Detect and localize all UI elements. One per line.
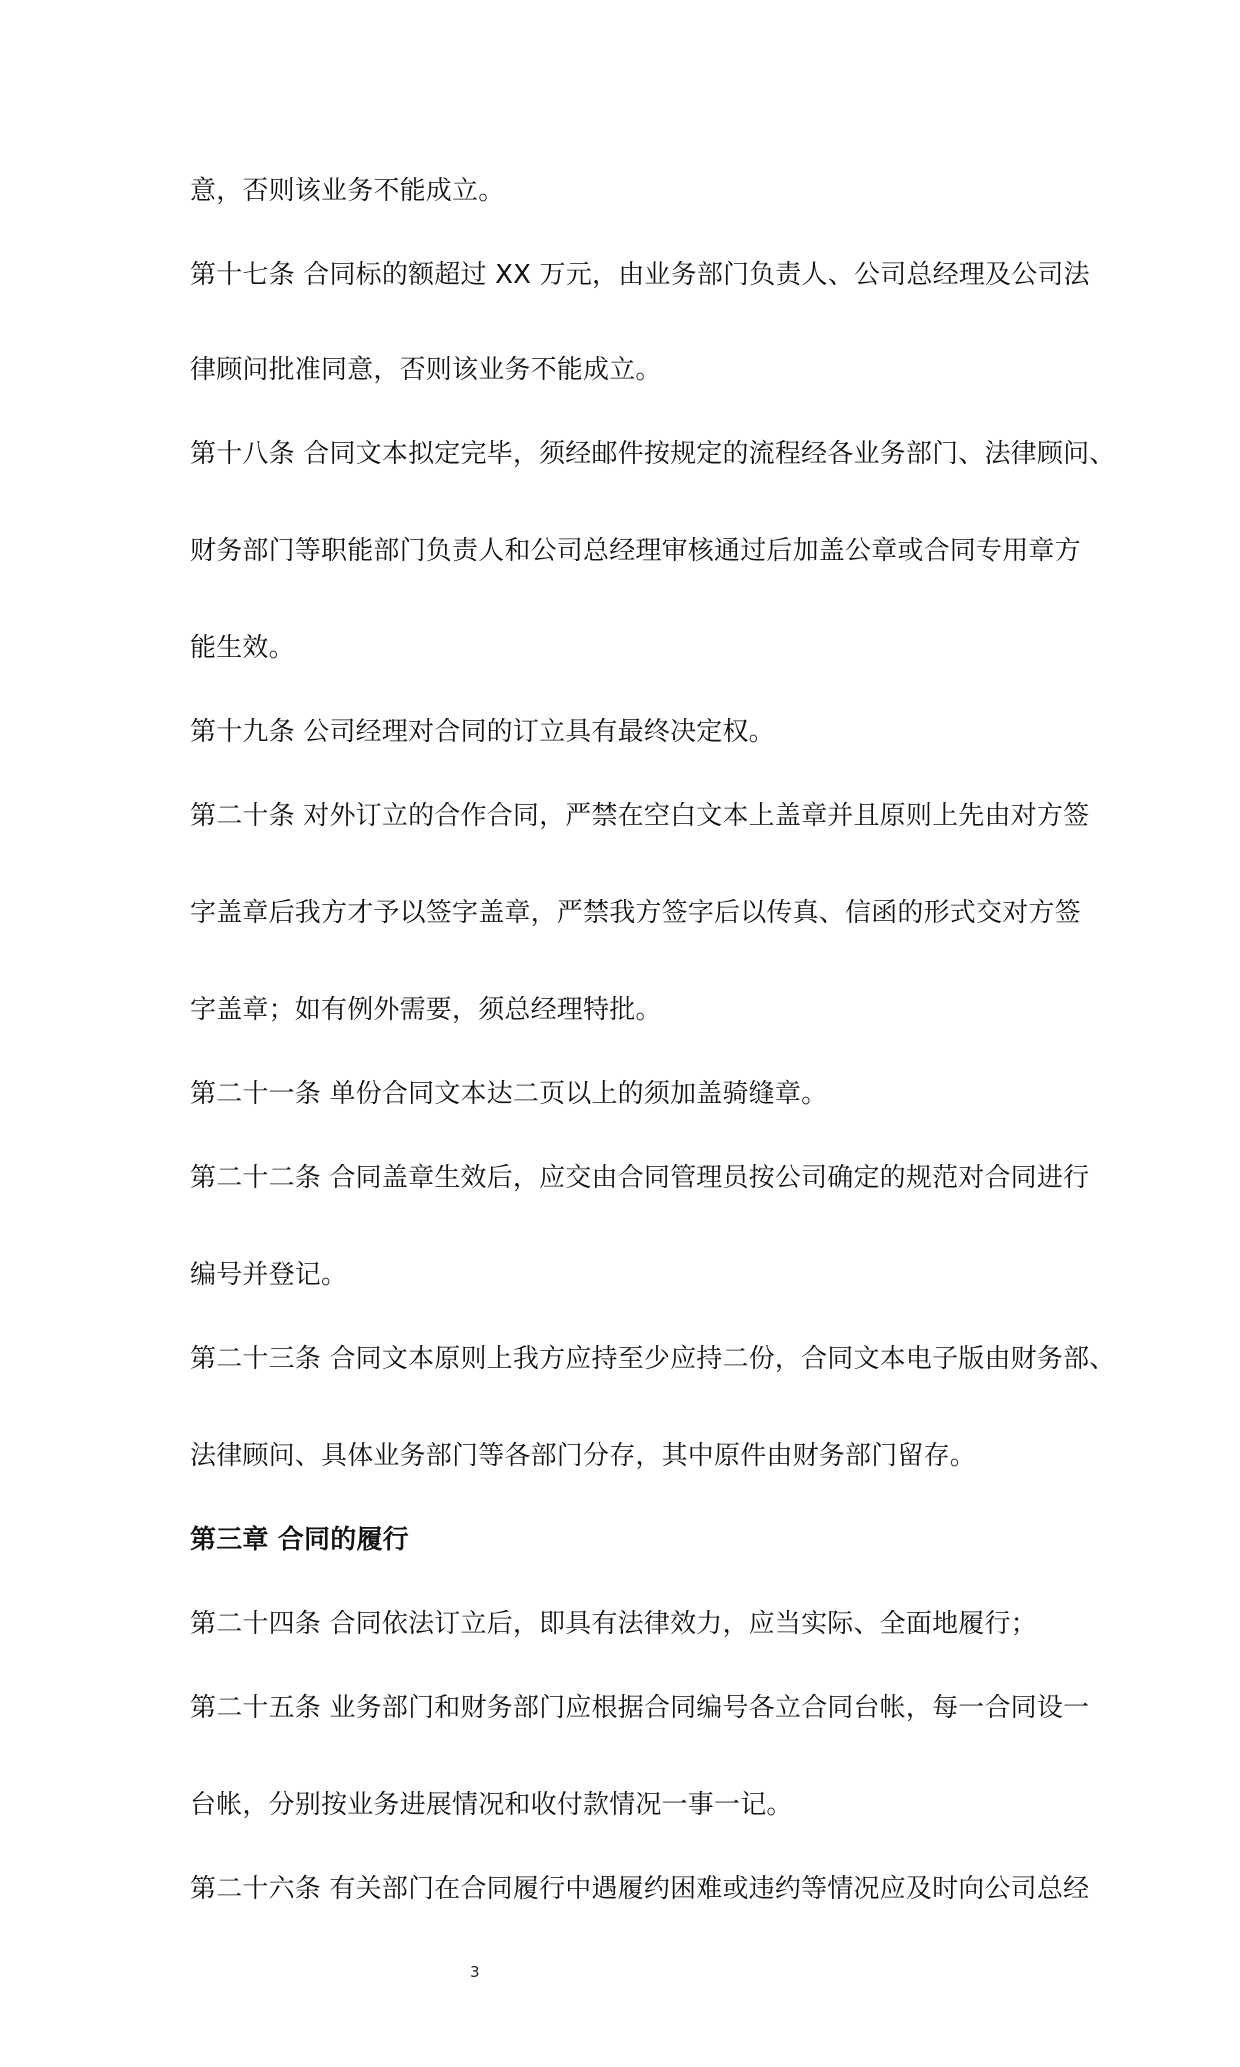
page-number: 3 (470, 1963, 480, 1981)
chapter-3-heading: 第三章 合同的履行 (190, 1525, 409, 1555)
article-24-line-1: 第二十四条 合同依法订立后，即具有法律效力，应当实际、全面地履行； (190, 1609, 1037, 1639)
article-25-line-1: 第二十五条 业务部门和财务部门应根据合同编号各立合同台帐，每一合同设一 (190, 1693, 1090, 1723)
article-22-line-2: 编号并登记。 (190, 1260, 348, 1290)
article-26-line-1: 第二十六条 有关部门在合同履行中遇履约困难或违约等情况应及时向公司总经 (190, 1874, 1090, 1904)
article-18-line-2: 财务部门等职能部门负责人和公司总经理审核通过后加盖公章或合同专用章方 (190, 536, 1081, 566)
article-18-line-3: 能生效。 (190, 633, 295, 663)
article-20-line-2: 字盖章后我方才予以签字盖章，严禁我方签字后以传真、信函的形式交对方签 (190, 898, 1081, 928)
article-17-line-2: 律顾问批准同意，否则该业务不能成立。 (190, 355, 662, 385)
text-line: 意，否则该业务不能成立。 (190, 176, 505, 206)
article-20-line-1: 第二十条 对外订立的合作合同，严禁在空白文本上盖章并且原则上先由对方签 (190, 801, 1090, 831)
article-23-line-1: 第二十三条 合同文本原则上我方应持至少应持二份，合同文本电子版由财务部、 (190, 1344, 1116, 1374)
article-21-line-1: 第二十一条 单份合同文本达二页以上的须加盖骑缝章。 (190, 1079, 828, 1109)
article-19-line-1: 第十九条 公司经理对合同的订立具有最终决定权。 (190, 717, 775, 747)
article-18-line-1: 第十八条 合同文本拟定完毕，须经邮件按规定的流程经各业务部门、法律顾问、 (190, 439, 1116, 469)
article-23-line-2: 法律顾问、具体业务部门等各部门分存，其中原件由财务部门留存。 (190, 1441, 977, 1471)
article-17-line-1: 第十七条 合同标的额超过 XX 万元，由业务部门负责人、公司总经理及公司法 (190, 260, 1090, 290)
article-20-line-3: 字盖章；如有例外需要，须总经理特批。 (190, 995, 662, 1025)
article-25-line-2: 台帐，分别按业务进展情况和收付款情况一事一记。 (190, 1790, 793, 1820)
article-22-line-1: 第二十二条 合同盖章生效后，应交由合同管理员按公司确定的规范对合同进行 (190, 1163, 1090, 1193)
